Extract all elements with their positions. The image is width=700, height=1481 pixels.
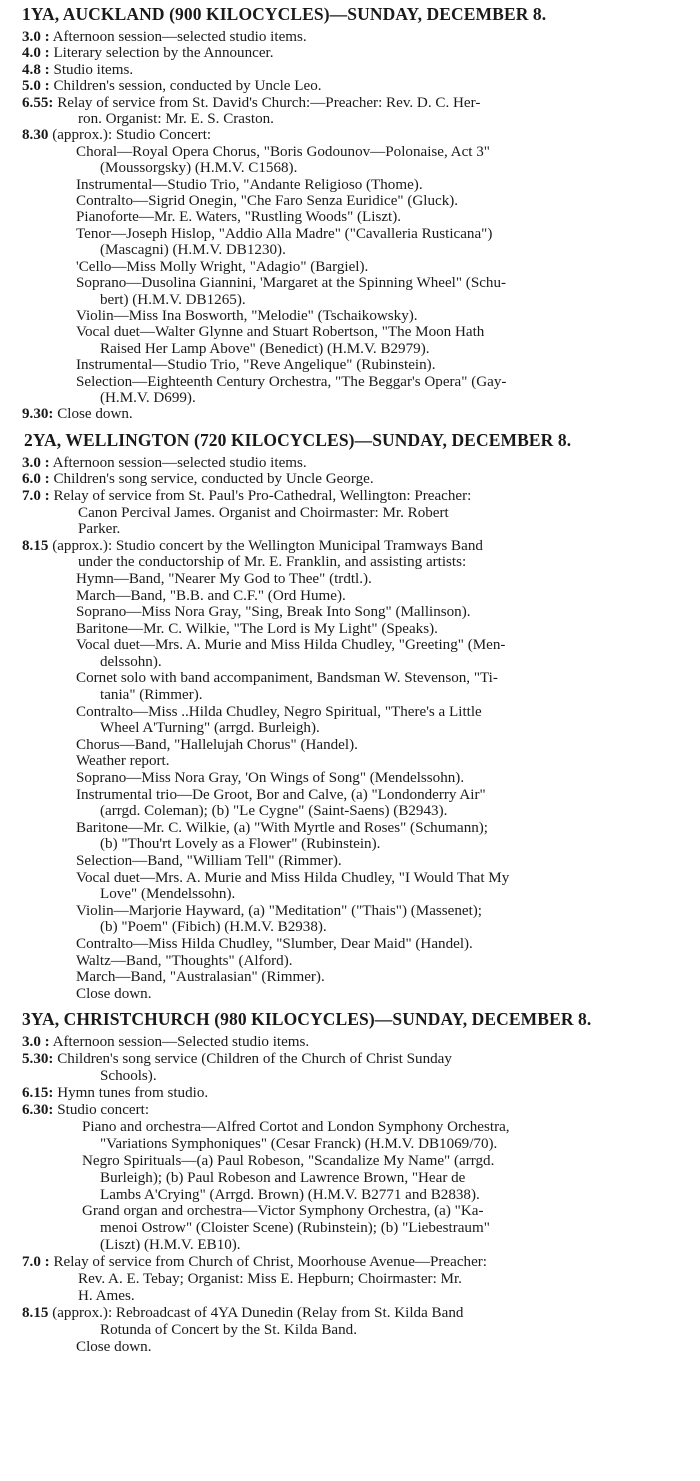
programme-line: [22, 1187, 690, 1204]
line-text: tania" (Rimmer).: [100, 687, 203, 704]
line-text: Children's song service, conducted by Uncle George.: [53, 471, 374, 488]
programme-line: [22, 1085, 690, 1102]
line-text: Studio items.: [53, 61, 134, 78]
programme-line: [22, 737, 690, 754]
programme-line: [22, 29, 690, 45]
programme-line: [22, 160, 690, 176]
programme-line: [22, 390, 690, 406]
line-text: Soprano—Miss Nora Gray, "Sing, Break Into Song" (Mallinson).: [76, 604, 471, 621]
programme-line: [22, 1068, 690, 1085]
programme-line: [22, 704, 690, 721]
programme-line: [22, 357, 690, 373]
programme-line: [22, 753, 690, 770]
line-text: (Liszt) (H.M.V. EB10).: [100, 1237, 241, 1254]
programme-line: [22, 903, 690, 920]
programme-line: [22, 62, 690, 78]
line-text: Pianoforte—Mr. E. Waters, "Rustling Woods" (Liszt).: [76, 209, 402, 226]
line-text: Relay of service from St. David's Church:—Preacher: Rev. D. C. Her-: [57, 94, 481, 111]
line-text: Contralto—Sigrid Onegin, "Che Faro Senza Euridice" (Gluck).: [76, 193, 459, 210]
line-text: Soprano—Dusolina Giannini, 'Margaret at the Spinning Wheel" (Schu-: [76, 275, 507, 292]
line-text: Children's session, conducted by Uncle Leo.: [53, 78, 322, 95]
programme-line: [22, 341, 690, 357]
programme-line: [22, 919, 690, 936]
line-text: Tenor—Joseph Hislop, "Addio Alla Madre" ("Cavalleria Rusticana"): [76, 225, 493, 242]
station-heading: 3YA, CHRISTCHURCH (980 KILOCYCLES)—SUNDAY, DECEMBER 8.: [22, 1009, 592, 1030]
programme-line: [22, 226, 690, 242]
programme-line: [22, 836, 690, 853]
programme-line: [22, 78, 690, 94]
line-text: Burleigh); (b) Paul Robeson and Lawrence Brown, "Hear de: [100, 1169, 466, 1186]
line-text: (Moussorgsky) (H.M.V. C1568).: [100, 160, 298, 177]
programme-line: [22, 637, 690, 654]
line-text: Afternoon session—selected studio items.: [52, 454, 307, 471]
programme-line: [22, 259, 690, 275]
line-text: Baritone—Mr. C. Wilkie, "The Lord is My Light" (Speaks).: [76, 620, 438, 637]
line-text: Instrumental trio—De Groot, Bor and Calve, (a) "Londonderry Air": [76, 786, 486, 803]
line-text: Vocal duet—Mrs. A. Murie and Miss Hilda Chudley, "I Would That My: [76, 869, 510, 886]
programme-line: [22, 1119, 690, 1136]
line-text: Raised Her Lamp Above" (Benedict) (H.M.V. B2979).: [100, 340, 430, 357]
line-text: (approx.): Rebroadcast of 4YA Dunedin (Relay from St. Kilda Band: [52, 1304, 464, 1321]
time-label: 6.55:: [22, 94, 54, 111]
programme-line: [22, 324, 690, 340]
line-text: Choral—Royal Opera Chorus, "Boris Godounov—Polonaise, Act 3": [76, 143, 490, 160]
line-text: ron. Organist: Mr. E. S. Craston.: [78, 111, 274, 128]
line-text: (Mascagni) (H.M.V. DB1230).: [100, 242, 286, 259]
programme-line: [22, 1153, 690, 1170]
programme-line: [22, 521, 690, 538]
station-section: [22, 429, 690, 1003]
line-text: under the conductorship of Mr. E. Franklin, and assisting artists:: [78, 554, 467, 571]
programme-line: [22, 1254, 690, 1271]
programme-line: [22, 1271, 690, 1288]
line-text: Negro Spirituals—(a) Paul Robeson, "Scandalize My Name" (arrgd.: [82, 1152, 495, 1169]
line-text: bert) (H.M.V. DB1265).: [100, 291, 246, 308]
programme-line: [22, 1237, 690, 1254]
programme-line: [22, 687, 690, 704]
line-text: (approx.): Studio concert by the Wellington Municipal Tramways Band: [52, 537, 483, 554]
programme-line: [22, 292, 690, 308]
time-label: 4.0 :: [22, 45, 50, 62]
line-text: Cornet solo with band accompaniment, Bandsman W. Stevenson, "Ti-: [76, 670, 498, 687]
programme-line: [22, 936, 690, 953]
programme-line: [22, 720, 690, 737]
line-text: Schools).: [100, 1068, 157, 1085]
line-text: Lambs A'Crying" (Arrgd. Brown) (H.M.V. B2771 and B2838).: [100, 1186, 480, 1203]
time-label: 5.30:: [22, 1051, 54, 1068]
line-text: Hymn—Band, "Nearer My God to Thee" (trdtl.).: [76, 570, 372, 587]
programme-line: [22, 455, 690, 472]
line-text: Selection—Eighteenth Century Orchestra, "The Beggar's Opera" (Gay-: [76, 373, 507, 390]
line-text: (approx.): Studio Concert:: [52, 127, 212, 144]
programme-line: [22, 787, 690, 804]
line-text: Literary selection by the Announcer.: [53, 45, 274, 62]
programme-line: [22, 406, 690, 422]
line-text: Afternoon session—Selected studio items.: [52, 1034, 310, 1051]
programme-line: [22, 953, 690, 970]
programme-line: [22, 1322, 690, 1339]
line-text: 'Cello—Miss Molly Wright, "Adagio" (Bargiel).: [76, 258, 369, 275]
line-text: Hymn tunes from studio.: [57, 1085, 209, 1102]
time-label: 6.15:: [22, 1085, 54, 1102]
line-text: Waltz—Band, "Thoughts" (Alford).: [76, 952, 293, 969]
station-heading: 2YA, WELLINGTON (720 KILOCYCLES)—SUNDAY, DECEMBER 8.: [24, 429, 572, 450]
programme-line: [22, 144, 690, 160]
programme-line: [22, 1102, 690, 1119]
line-text: Close down.: [57, 406, 133, 423]
programme-line: [22, 853, 690, 870]
time-label: 7.0 :: [22, 1254, 50, 1271]
line-text: Instrumental—Studio Trio, "Andante Religioso (Thome).: [76, 176, 423, 193]
line-text: menoi Ostrow" (Cloister Scene) (Rubinstein); (b) "Liebestraum": [100, 1220, 490, 1237]
time-label: 3.0 :: [22, 1034, 50, 1051]
line-text: Close down.: [76, 1338, 152, 1355]
programme-line: [22, 1051, 690, 1068]
line-text: Children's song service (Children of the Church of Christ Sunday: [57, 1051, 452, 1068]
programme-line: [22, 621, 690, 638]
line-text: Love" (Mendelssohn).: [100, 886, 236, 903]
line-text: Soprano—Miss Nora Gray, 'On Wings of Song" (Mendelssohn).: [76, 770, 465, 787]
programme-line: [22, 820, 690, 837]
line-text: Relay of service from St. Paul's Pro-Cathedral, Wellington: Preacher:: [53, 487, 472, 504]
programme-line: [22, 770, 690, 787]
line-text: Parker.: [78, 521, 121, 538]
time-label: 4.8 :: [22, 61, 50, 78]
programme-line: [22, 554, 690, 571]
time-label: 6.30:: [22, 1101, 54, 1118]
line-text: Contralto—Miss ..Hilda Chudley, Negro Spiritual, "There's a Little: [76, 703, 482, 720]
programme-line: [22, 986, 690, 1003]
line-text: Piano and orchestra—Alfred Cortot and London Symphony Orchestra,: [82, 1118, 510, 1135]
programme-line: [22, 127, 690, 143]
programme-line: [22, 1288, 690, 1305]
time-label: 8.30: [22, 127, 49, 144]
line-text: Canon Percival James. Organist and Choirmaster: Mr. Robert: [78, 504, 449, 521]
programme-line: [22, 111, 690, 127]
line-text: Baritone—Mr. C. Wilkie, (a) "With Myrtle and Roses" (Schumann);: [76, 819, 489, 836]
programme-line: [22, 1170, 690, 1187]
line-text: Instrumental—Studio Trio, "Reve Angelique" (Rubinstein).: [76, 357, 436, 374]
line-text: Vocal duet—Walter Glynne and Stuart Robertson, "The Moon Hath: [76, 324, 485, 341]
programme-line: [22, 1220, 690, 1237]
line-text: Rotunda of Concert by the St. Kilda Band.: [100, 1321, 357, 1338]
programme-line: [22, 1339, 690, 1356]
programme-line: [22, 374, 690, 390]
programme-line: [22, 1203, 690, 1220]
line-text: (H.M.V. D699).: [100, 389, 196, 406]
station-heading: 1YA, AUCKLAND (900 KILOCYCLES)—SUNDAY, DECEMBER 8.: [22, 4, 547, 24]
line-text: Rev. A. E. Tebay; Organist: Miss E. Hepburn; Choirmaster: Mr.: [78, 1271, 462, 1288]
line-text: March—Band, "Australasian" (Rimmer).: [76, 969, 325, 986]
line-text: Studio concert:: [57, 1101, 150, 1118]
station-section: [22, 1008, 690, 1355]
programme-line: [22, 604, 690, 621]
programme-line: [22, 505, 690, 522]
line-text: (arrgd. Coleman); (b) "Le Cygne" (Saint-Saens) (B2943).: [100, 803, 448, 820]
programme-line: [22, 308, 690, 324]
line-text: Contralto—Miss Hilda Chudley, "Slumber, Dear Maid" (Handel).: [76, 935, 473, 952]
programme-line: [22, 538, 690, 555]
programme-line: [22, 488, 690, 505]
programme-line: [22, 1136, 690, 1153]
line-text: March—Band, "B.B. and C.F." (Ord Hume).: [76, 587, 346, 604]
line-text: Violin—Miss Ina Bosworth, "Melodie" (Tschaikowsky).: [76, 307, 418, 324]
line-text: H. Ames.: [78, 1287, 135, 1304]
programme-line: [22, 886, 690, 903]
line-text: Close down.: [76, 985, 152, 1002]
programme-line: [22, 1034, 690, 1051]
programme-line: [22, 471, 690, 488]
programme-line: [22, 670, 690, 687]
time-label: 5.0 :: [22, 78, 50, 95]
time-label: 8.15: [22, 1304, 49, 1321]
station-section: [22, 3, 690, 423]
programme-line: [22, 242, 690, 258]
line-text: Afternoon session—selected studio items.: [52, 29, 307, 45]
programme-line: [22, 193, 690, 209]
line-text: (b) "Thou'rt Lovely as a Flower" (Rubinstein).: [100, 836, 381, 853]
line-text: Vocal duet—Mrs. A. Murie and Miss Hilda Chudley, "Greeting" (Men-: [76, 637, 506, 654]
line-text: "Variations Symphoniques" (Cesar Franck) (H.M.V. DB1069/70).: [100, 1135, 498, 1152]
programme-line: [22, 969, 690, 986]
programme-line: [22, 803, 690, 820]
programme-line: [22, 45, 690, 61]
line-text: Chorus—Band, "Hallelujah Chorus" (Handel).: [76, 736, 358, 753]
time-label: 6.0 :: [22, 471, 50, 488]
programme-line: [22, 95, 690, 111]
line-text: Relay of service from Church of Christ, Moorhouse Avenue—Preacher:: [53, 1254, 487, 1271]
programme-line: [22, 275, 690, 291]
time-label: 3.0 :: [22, 29, 50, 45]
line-text: Violin—Marjorie Hayward, (a) "Meditation" ("Thais") (Massenet);: [76, 902, 482, 919]
programme-listing: [22, 3, 690, 1356]
line-text: (b) "Poem" (Fibich) (H.M.V. B2938).: [100, 919, 327, 936]
programme-line: [22, 1305, 690, 1322]
line-text: Grand organ and orchestra—Victor Symphony Orchestra, (a) "Ka-: [82, 1203, 484, 1220]
line-text: Wheel A'Turning" (arrgd. Burleigh).: [100, 720, 320, 737]
time-label: 8.15: [22, 537, 49, 554]
line-text: Weather report.: [76, 753, 170, 770]
programme-line: [22, 588, 690, 605]
programme-line: [22, 571, 690, 588]
line-text: Selection—Band, "William Tell" (Rimmer).: [76, 853, 342, 869]
line-text: delssohn).: [100, 653, 162, 670]
time-label: 7.0 :: [22, 487, 50, 504]
programme-line: [22, 870, 690, 887]
programme-line: [22, 654, 690, 671]
time-label: 9.30:: [22, 406, 54, 423]
programme-line: [22, 209, 690, 225]
time-label: 3.0 :: [22, 454, 50, 471]
programme-line: [22, 177, 690, 193]
